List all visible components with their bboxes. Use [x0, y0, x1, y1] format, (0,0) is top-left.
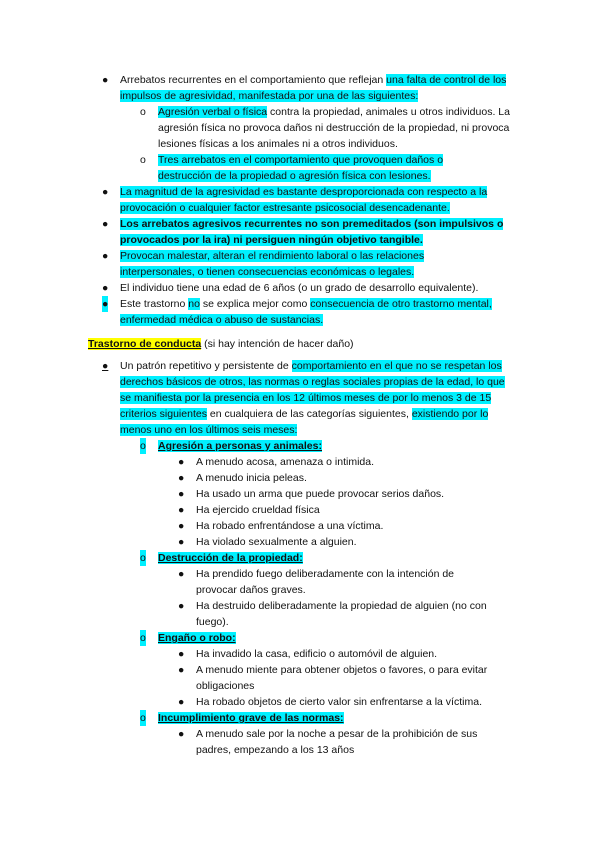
bullet-icon: ●: [102, 360, 109, 372]
item-text: A menudo acosa, amenaza o intimida.: [196, 456, 375, 468]
list-item: [178, 566, 496, 598]
bullet-icon: ●: [178, 600, 185, 612]
bullet-icon: ●: [178, 536, 185, 548]
section-title: Trastorno de conducta: [88, 338, 202, 350]
bullet-icon: ●: [102, 218, 109, 230]
highlighted-text: consecuencia de otro trastorno mental, enfermedad médica o abuso de sustancias.: [120, 298, 492, 326]
list-item: [178, 646, 508, 662]
item-text: se explica mejor como: [199, 298, 311, 310]
bullet-icon: ●: [178, 504, 185, 516]
circle-bullet-icon: o: [140, 440, 146, 452]
bullet-icon: ●: [178, 696, 185, 708]
list-item: [102, 216, 518, 248]
list-item: [102, 358, 518, 438]
section-note: (si hay intención de hacer daño): [201, 338, 354, 350]
item-text: Ha ejercido crueldad física: [196, 504, 320, 516]
list-item: [178, 726, 496, 758]
category-title: Incumplimiento grave de las normas:: [158, 712, 344, 724]
item-text: Este trastorno: [120, 298, 189, 310]
item-text: A menudo miente para obtener objetos o favores, o para evitar obligaciones: [196, 664, 488, 692]
item-text: en cualquiera de las categorías siguientes,: [206, 408, 412, 420]
item-text: Ha robado objetos de cierto valor sin enfrentarse a la víctima.: [196, 696, 482, 708]
bullet-icon: ●: [102, 250, 109, 262]
list-item: [178, 662, 508, 694]
circle-bullet-icon: o: [140, 154, 146, 166]
highlighted-text: Tres arrebatos en el comportamiento que provoquen daños o destrucción de la propiedad o agresión física con lesiones.: [158, 154, 444, 182]
bullet-icon: ●: [178, 472, 185, 484]
section-heading: [88, 336, 508, 352]
item-text: Ha usado un arma que puede provocar serios daños.: [196, 488, 445, 500]
item-text: contra la propiedad, animales u otros individuos. La agresión física no provoca daños ni destrucción de la propiedad, ni provoca lesiones físicas a los animales ni a otros individuos.: [158, 106, 510, 150]
list-item: [178, 534, 496, 550]
list-item: [178, 470, 496, 486]
sub-list-item: [140, 152, 468, 184]
bullet-icon: ●: [178, 456, 185, 468]
highlighted-text: La magnitud de la agresividad es bastante desproporcionada con respecto a la provocación o cualquier factor estresante psicosocial desencadenante.: [120, 186, 488, 214]
list-item: [102, 296, 518, 328]
category-title: Engaño o robo:: [158, 632, 236, 644]
category-heading: [140, 438, 458, 454]
bullet-icon: ●: [102, 74, 109, 86]
category-heading: [140, 630, 458, 646]
category-heading: [140, 550, 458, 566]
circle-bullet-icon: o: [140, 106, 146, 118]
highlighted-text: una falta de control de los impulsos de agresividad, manifestada por una de las siguientes:: [120, 74, 507, 102]
list-item: [178, 694, 508, 710]
category-title: Agresión a personas y animales:: [158, 440, 322, 452]
bullet-icon: ●: [178, 728, 185, 740]
circle-bullet-icon: o: [140, 632, 146, 644]
list-item: [102, 184, 518, 216]
item-text: Ha invadido la casa, edificio o automóvil de alguien.: [196, 648, 438, 660]
circle-bullet-icon: o: [140, 552, 146, 564]
bullet-icon: ●: [102, 282, 109, 294]
highlighted-text: existiendo por lo menos uno en los últimos seis meses:: [120, 408, 489, 436]
bullet-icon: ●: [178, 648, 185, 660]
bullet-icon: ●: [178, 488, 185, 500]
highlighted-text: no: [188, 298, 200, 310]
bullet-icon: ●: [178, 520, 185, 532]
sub-list-item: [140, 104, 520, 152]
item-text: A menudo sale por la noche a pesar de la prohibición de sus padres, empezando a los 13 años: [196, 728, 478, 756]
bullet-icon: ●: [178, 664, 185, 676]
highlighted-text: Agresión verbal o física: [158, 106, 268, 118]
highlighted-text: comportamiento en el que no se respetan los derechos básicos de otros, las normas o reglas sociales propias de la edad, lo que se manifiesta por la presencia en los 12 últimos meses de por lo menos 3 de 15 criterios siguientes: [120, 360, 505, 420]
list-item: [102, 280, 540, 296]
item-text: A menudo inicia peleas.: [196, 472, 307, 484]
bullet-icon: ●: [102, 298, 109, 310]
item-text: Arrebatos recurrentes en el comportamiento que reflejan: [120, 74, 387, 86]
item-text: Ha prendido fuego deliberadamente con la intención de provocar daños graves.: [196, 568, 455, 596]
item-text: Un patrón repetitivo y persistente de: [120, 360, 292, 372]
list-item: [102, 248, 480, 280]
highlighted-text: Los arrebatos agresivos recurrentes no son premeditados (son impulsivos o provocados por la ira) ni persiguen ningún objetivo tangible.: [120, 218, 504, 246]
item-text: Ha violado sexualmente a alguien.: [196, 536, 357, 548]
category-heading: [140, 710, 458, 726]
item-text: Ha destruido deliberadamente la propiedad de alguien (no con fuego).: [196, 600, 487, 628]
list-item: [178, 598, 508, 630]
circle-bullet-icon: o: [140, 712, 146, 724]
list-item: [178, 502, 496, 518]
list-item: [178, 454, 496, 470]
list-item: [178, 518, 496, 534]
highlighted-text: Provocan malestar, alteran el rendimiento laboral o las relaciones interpersonales, o tienen consecuencias económicas o legales.: [120, 250, 425, 278]
category-title: Destrucción de la propiedad:: [158, 552, 303, 564]
bullet-icon: ●: [178, 568, 185, 580]
list-item: [102, 72, 512, 104]
item-text: El individuo tiene una edad de 6 años (o un grado de desarrollo equivalente).: [120, 282, 479, 294]
item-text: Ha robado enfrentándose a una víctima.: [196, 520, 384, 532]
bullet-icon: ●: [102, 186, 109, 198]
list-item: [178, 486, 496, 502]
